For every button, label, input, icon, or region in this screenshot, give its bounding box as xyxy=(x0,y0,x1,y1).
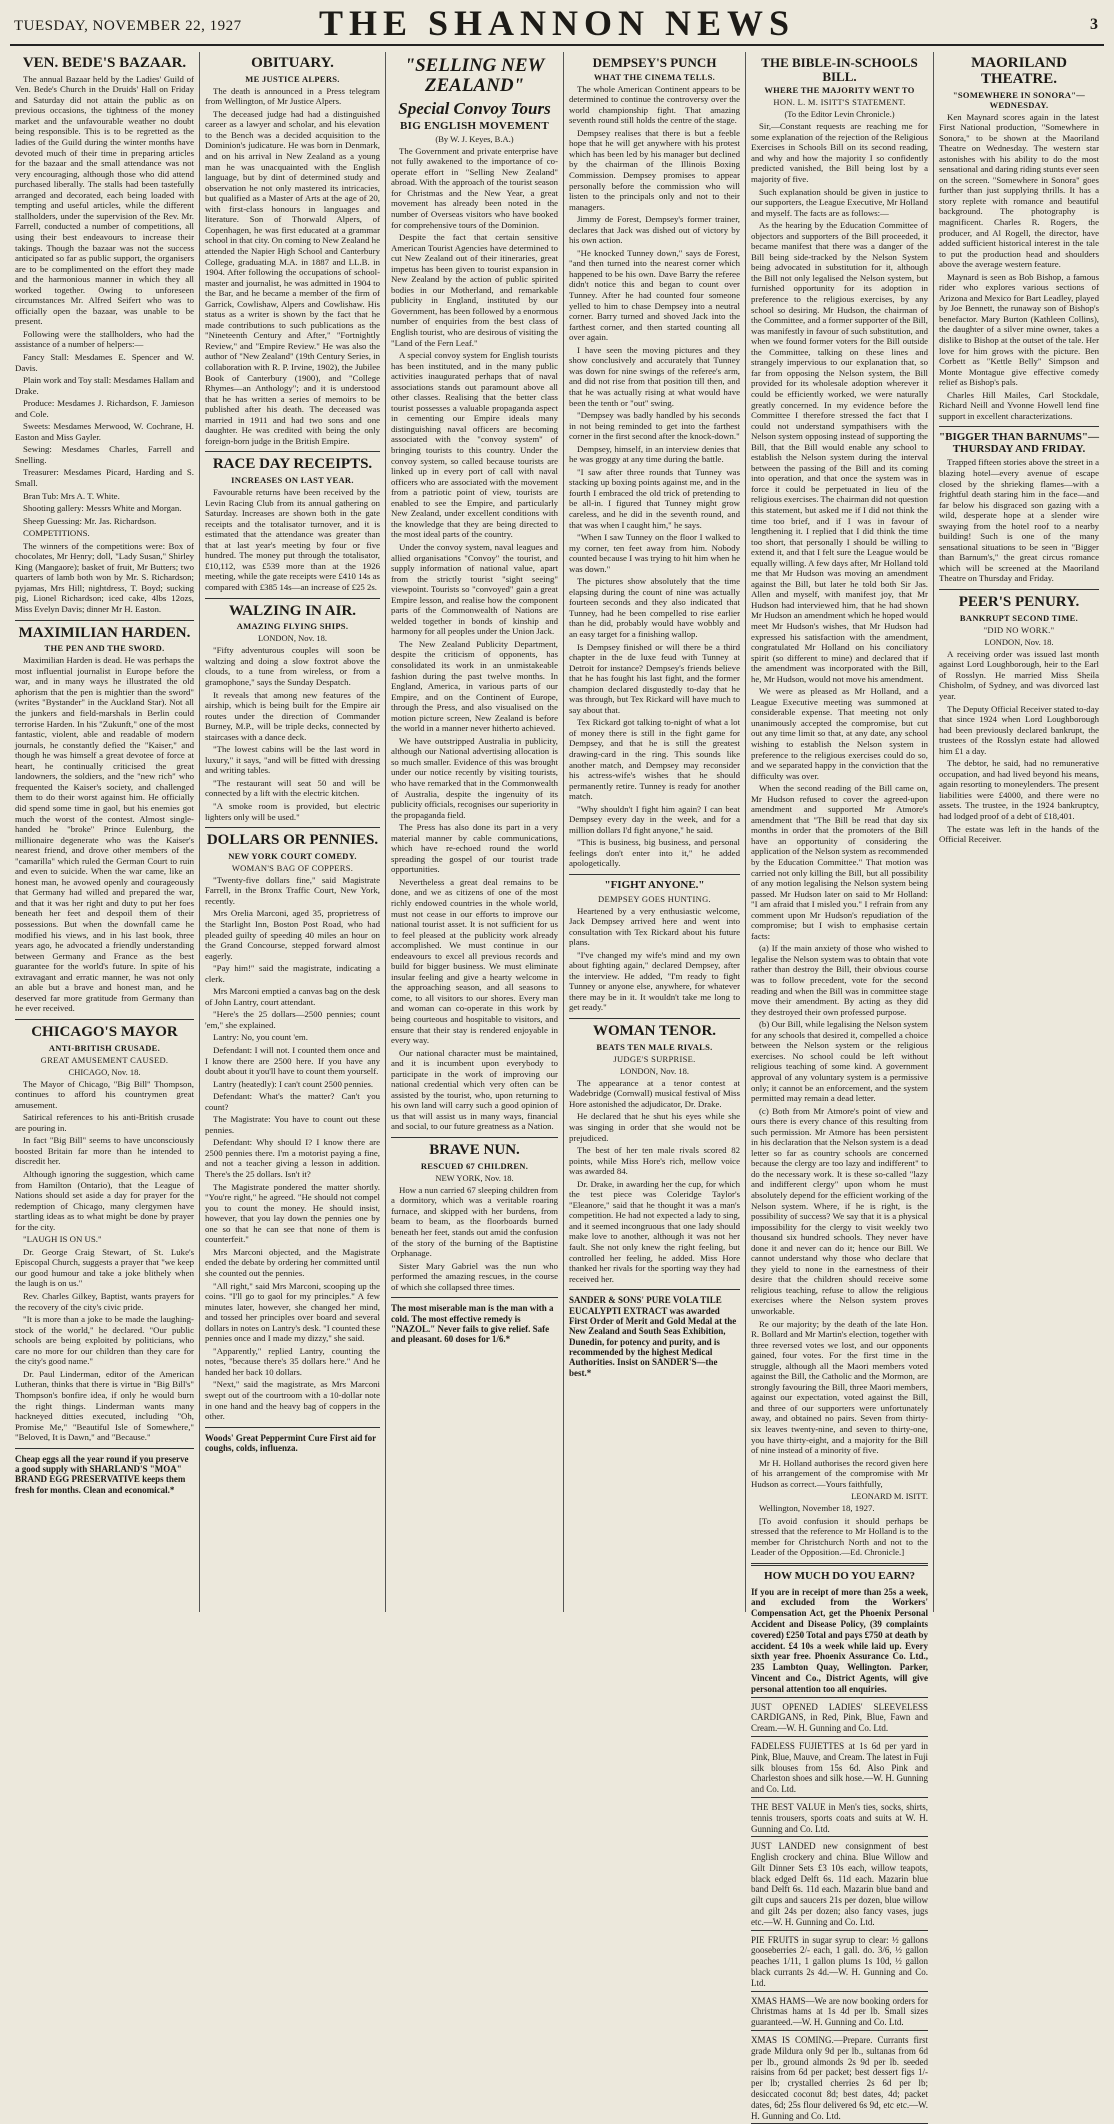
classified-ad: JUST OPENED LADIES' SLEEVELESS CARDIGANS, in Red, Pink, Blue, Fawn and Cream.—W. H. Gunning and Co. Ltd. xyxy=(751,1700,928,1737)
column-5 xyxy=(746,52,934,2121)
paragraph: In fact "Big Bill" seems to have unconsciously boosted Britain far more than he intended to discredit her. xyxy=(15,1135,194,1167)
paragraph: "Why shouldn't I fight him again? I can beat Dempsey every day in the week, and for a million dollars I'd fight anyone," he said. xyxy=(569,803,740,835)
subheadline: INCREASES ON LAST YEAR. xyxy=(231,475,354,486)
paragraph: Heartened by a very enthusiastic welcome, Jack Dempsey arrived here and went into consultation with Tex Rickard about his future plans. xyxy=(569,905,740,948)
paragraph: I have seen the moving pictures and they show conclusively and accurately that Tunney was down for nine swings of the referee's arm, and did not rise from that position till then, and that he was actually rising at what would have been the tenth or "out" swing. xyxy=(569,344,740,408)
headline: THE BIBLE-IN-SCHOOLS BILL. xyxy=(761,55,918,84)
paragraph: The winners of the competitions were: Box of chocolates, Mr Henry; doll, "Lady Susan," Shirley King (Mangaore); basket of fruit, Mr Butters; two quarters of lamb both won by Mr. S. Richardson; pyjamas, Mrs Hill; nightdress, T. Boyd; sucking pig, Lionel Richardson; iced cake, 4lbs 12ozs, Miss Evelyn Davis; dinner Mr H. Easton. xyxy=(15,540,194,614)
subheadline: "DID NO WORK." xyxy=(983,624,1055,635)
article-body xyxy=(205,487,380,592)
classified-ad: XMAS IS COMING.—Prepare. Currants first grade Mildura only 9d per lb., sultanas from 6d per lb., ground almonds 2s 9d per lb. seeded raisins from 6d per packet; best dessert figs 1/- per lb; crystalled cherries 2s 6d per lb; desiccated coconut 8d; best dates, 4d; packet dates, 6d; 25s flour delivered 6s 9d, etc etc.—W. H. Gunning and Co. Ltd. xyxy=(751,2033,928,2124)
paragraph: We were as pleased as Mr Holland, and a League Executive meeting was summoned at considerable expense. That meeting not only unanimously accepted the compromise, but cut out any time limit so that, at any date, any school wishing to establish the Nelson system in preference to the religious exercises could do so, and we separated happy in the conviction that the difficulty was over. xyxy=(751,686,928,781)
article-body xyxy=(15,1079,194,1443)
divider xyxy=(205,598,380,599)
paragraph: Charles Hill Mailes, Carl Stockdale, Richard Neill and Yvonne Howell lend fine support in excellent characterizations. xyxy=(939,389,1099,421)
paragraph: "This is business, big business, and personal feelings don't enter into it," he added apologetically. xyxy=(569,837,740,869)
article-body xyxy=(205,86,380,447)
paragraph: (a) If the main anxiety of those who wished to legalise the Nelson system was to obtain that vote rather than destroy the Bill, their obvious course was to follow precedent, vote for the second reading and when the Bill was in committee stage move their amendment. By acting as they did they destroyed their own professed purpose. xyxy=(751,943,928,1017)
paragraph: The New Zealand Publicity Department, despite the criticism of opponents, has consolidated its work in an unmistakeable fashion during the past twelve months. In England, America, in various parts of our Empire, and on the Continent of Europe, through the Press, and also visualised on the motion picture screen, New Zealand is before the world in a manner never hitherto achieved. xyxy=(391,638,558,734)
subheadline: ANTI-BRITISH CRUSADE. xyxy=(48,1042,161,1053)
subheadline: HON. L. M. ISITT'S STATEMENT. xyxy=(773,97,906,108)
column-6 xyxy=(934,52,1104,1612)
paragraph: Dr. George Craig Stewart, of St. Luke's Episcopal Church, suggests a prayer that "we keep our good humour and take a joke blithely when the laugh is on us." xyxy=(15,1246,194,1289)
subheadline: JUDGE'S SURPRISE. xyxy=(613,1053,696,1064)
paragraph: "A smoke room is provided, but electric lighters only will be used." xyxy=(205,800,380,822)
divider xyxy=(939,426,1099,427)
subheadline: BANKRUPT SECOND TIME. xyxy=(959,612,1079,623)
headline: RACE DAY RECEIPTS. xyxy=(212,456,373,473)
headline: VEN. BEDE'S BAZAAR. xyxy=(22,55,187,71)
paragraph: Mrs Marconi emptied a canvas bag on the desk of John Lantry, court attendant. xyxy=(205,986,380,1007)
paragraph: "When I saw Tunney on the floor I walked to my corner, ten feet away from him. Nobody counted because I was trying to hit him when he was down." xyxy=(569,532,740,574)
divider xyxy=(205,451,380,452)
paragraph: The estate was left in the hands of the Official Receiver. xyxy=(939,823,1099,845)
paragraph: Although ignoring the suggestion, which came from Hamilton (Ontario), that the League of Nations should set aside a day for prayer for the redemption of Chicago, many clergymen have startling ideas as to what might be done by prayer for the city. xyxy=(15,1169,194,1232)
paragraph: Sewing: Mesdames Charles, Farrell and Snelling. xyxy=(15,444,194,465)
paragraph: Sheep Guessing: Mr. Jas. Richardson. xyxy=(23,515,157,526)
headline: OBITUARY. xyxy=(251,55,334,71)
subheadline: WHERE THE MAJORITY WENT TO xyxy=(764,85,915,96)
classified-ads xyxy=(751,1700,928,2124)
paragraph: When the second reading of the Bill came on, Mr Hudson refused to cover the agreed-upon amendment and supported Mr Atmore's amendment that "The Bill be read that day six months in order that the promoters of the Bill have an opportunity of considering the application of the Nelson system as recommended by the Education Committee." That motion was carried not only killing the Bill, but all possibility of any motion legalising the Nelson system being passed. Mr Hudson later on said to Mr Holland: "I am afraid that I misled you." I refrain from any comment upon Mr Hudson's repudiation of the compromise; but I wish to emphasise certain facts: xyxy=(751,783,928,941)
subheadline: BEATS TEN MALE RIVALS. xyxy=(596,1041,713,1052)
advertisement: SANDER & SONS' PURE VOLA TILE EUCALYPTI EXTRACT was awarded First Order of Merit and Gold Medal at the New Zealand and South Seas Exhibition, Dunedin, for potency and purity, and is recommended by the highest Medical Authorities. Insist on SANDER'S—the best.* xyxy=(569,1295,737,1378)
paragraph: The deceased judge had had a distinguished career as a lawyer and scholar, and his elevation to the Bench was a decided acquisition to the Dominion's judicature. He was born in Denmark, and on his arrival in New Zealand as a young man he was unacquainted with the English language, but by dint of determined study and observation he not only mastered its intricacies, but qualified as a Master of Arts at the age of 20, with first-class honours in languages and literature. Son of Thorwald Alpers, of Copenhagen, he was first educated at a grammar school in that city. On coming to New Zealand he attended the Napier High School and Canterbury College, graduating M.A. in 1887 and LL.B. in 1904. After following the occupations of school-master and journalist, he was admitted in 1904 to the Bar, and he became a member of the firm of Garrick, Cowlishaw, Alpers and Cowlishaw. His status as a writer is shown by the fact that he made contributions to such publications as the "Nineteenth Century and After," "Fortnightly Review," and "Empire Review." He was also the author of "New Zealand" (19th Century Series, in collaboration with R. P. Irvine, 1902), the Jubilee Book of Canterbury (1900), and "College Rhymes—an Anthology"; and it is understood that he has written a series of memoirs to be published after his death. The deceased was married in 1911 and had two sons and one daughter. He was credited with being the only foreign-born judge in the British Empire. xyxy=(205,108,380,446)
paragraph: The debtor, he said, had no remunerative occupation, and had lived beyond his means, again resorting to moneylenders. The present liabilities were £4000, and there were no assets. The trustee, in the 1924 bankruptcy, had lodged proof of a debt of £18,401. xyxy=(939,758,1099,821)
paragraph: "Pay him!" said the magistrate, indicating a clerk. xyxy=(205,963,380,984)
subheadline: GREAT AMUSEMENT CAUSED. xyxy=(40,1054,169,1065)
paragraph: Is Dempsey finished or will there be a third chapter in the de luxe feud with Tunney at Detroit for instance? Dempsey's friends believe that he has fought his last fight, and the former champion declared disgustedly to-day that he was through, but Tex Rickard will have much to say about that. xyxy=(569,641,740,715)
headline: PEER'S PENURY. xyxy=(958,594,1080,611)
headline: MAORILAND THEATRE. xyxy=(971,55,1067,87)
page-number: 3 xyxy=(1090,16,1098,33)
subheadline: RESCUED 67 CHILDREN. xyxy=(420,1160,529,1171)
paragraph: Plain work and Toy stall: Mesdames Hallam and Drake. xyxy=(15,375,194,396)
paragraph: "Here's the 25 dollars—2500 pennies; count 'em," she explained. xyxy=(205,1009,380,1030)
paragraph: Dr. Paul Linderman, editor of the American Lutheran, thinks that there is virtue in "Big Bill's" Thompson's bonfire idea, if only he would burn the right things. Linderman wants many hackneyed ditties executed, including "Oh, Promise Me," "Beautiful Isle of Somewhere," "Beloved, It is Dawn," and "Because." xyxy=(15,1368,194,1443)
divider xyxy=(15,620,194,621)
subheadline: AMAZING FLYING SHIPS. xyxy=(236,621,349,632)
paragraph: A receiving order was issued last month against Lord Loughborough, heir to the Earl of Rosslyn. He married Miss Sheila Chisholm, of Sydney, and was divorced last year. xyxy=(939,648,1099,701)
headline: MAXIMILIAN HARDEN. xyxy=(18,624,191,641)
paragraph: The Press has also done its part in a very material manner by cable communications, which have re-echoed round the world spreading the gospel of our tourist trade opportunities. xyxy=(391,822,558,875)
article-body xyxy=(939,457,1099,584)
article-body xyxy=(939,649,1099,845)
headline: DEMPSEY'S PUNCH xyxy=(592,55,717,70)
subheadline: ME JUSTICE ALPERS. xyxy=(245,73,340,84)
paragraph: Such explanation should be given in justice to our supporters, the League Executive, Mr Holland and myself. The facts are as follows:— xyxy=(751,186,928,218)
columns xyxy=(10,52,1104,2121)
paragraph: Sweets: Mesdames Merwood, W. Cochrane, H. Easton and Miss Gayler. xyxy=(15,421,194,442)
paragraph: Maximilian Harden is dead. He was perhaps the most influential journalist in Europe before the war, and in many ways he illustrated the old aphorism that the pen is mightier than the sword" (writes "Bystander" in the Auckland Star). Not all the junkers and field-marshals in Berlin could terrorise Harden. In his "Zukunft," one of the most fantastic, violent, able and readable of modern journals, he constantly defied the "Kaiser," and though he was himself a great devotee of force at heart, he continually criticised the great landowners, the soldiers, and the "new rich" who frequented the Kaiser's society, and challenged them to do their worst against him. He officially did spend some time in gaol, but his enemies got much the worst of the contest. Almost single-handed he "broke" Prince Eulenburg, the millionaire degenerate who was the Kaiser's nearest friend, and drove other members of the "camarilla" which ruled the German Court to ruin and even to suicide. When the war came, like an honest man, he avowed openly and courageously that Germany had willed and prepared the war, and that it was her right and duty to put her foes beneath her feet and despoil them of their possessions. But when the downfall came he modified his views, and in his last book, three years ago, he advocated a friendly understanding between Germany and France as the best guarantee for the world's future. In spite of his extravagant and erratic manner, he was not only an able but a brave and honest man, and he deserved far more gratitude from Germany than he ever received. xyxy=(15,655,194,1014)
article-body xyxy=(391,146,558,1132)
paragraph: "I saw after three rounds that Tunney was stacking up boxing points against me, and in the fourth I embraced the old trick of pretending to be all-in. I figured that Tunney might grow careless, and he did in the seventh round, and that was when I caught him," he says. xyxy=(569,466,740,530)
classified-ad: PIE FRUITS in sugar syrup to clear: ½ gallons gooseberries 2/- each, 1 gall. do. 3/6, ½ gallon peaches 1/11, 1 gallon plums 1s 10d, ½ gallon black currants 2s 4d.—W. H. Gunning and Co. Ltd. xyxy=(751,1933,928,1992)
newspaper-title: THE SHANNON NEWS xyxy=(318,3,796,43)
advertisement: The most miserable man is the man with a cold. The most effective remedy is "NAZOL." Never fails to give relief. Safe and pleasant. 60 doses for 1/6.* xyxy=(391,1303,554,1345)
article-body xyxy=(205,875,380,1422)
headline: Special Convoy Tours xyxy=(398,98,551,118)
paragraph: The Deputy Official Receiver stated to-day that since 1924 when Lord Loughborough had been previously declared bankrupt, the trustees of the Rosslyn estate had allowed him £1 a day. xyxy=(939,703,1100,756)
paragraph: (c) Both from Mr Atmore's point of view and ours there is every chance of this resulting from such permission. Mr Atmore has been persistent in his declaration that the Nelson system is a dead letter so far as country schools are concerned because the clergy are too lazy and indifferent" to do the necessary work. It is these so-called "lazy and indifferent clergy" upon whom he must absolutely depend for the efficient working of the Nelson system. Where, if he is right, is the possibility of success? We say that it is a physical impossibility for the clergy to visit weekly two thousand six hundred schools. They never have done it and never can do it; hence our Bill. We cannot understand why those who declare that they yield to none in the earnestness of their desire that the children should receive some religious teaching, refuse to allow the religious exercises where the Nelson system proves unworkable. xyxy=(751,1105,928,1316)
column-3 xyxy=(386,52,564,1612)
editor-note: [To avoid confusion it should perhaps be stressed that the reference to Mr Holland is to the member for Christchurch North and not to the Leader of the Opposition.—Ed. Chronicle.] xyxy=(751,1515,928,1558)
paragraph: The best of her ten male rivals scored 82 points, while Miss Hore's rich, mellow voice was awarded 84. xyxy=(569,1145,740,1177)
divider xyxy=(391,1297,558,1298)
classified-ad: FADELESS FUJIETTES at 1s 6d per yard in Pink, Blue, Mauve, and Cream. The latest in Fuji silk blouses from 15s 6d. Also Pink and Charleston shoes and silk hose.—W. H. Gunning and Co. Ltd. xyxy=(751,1739,928,1798)
paragraph: COMPETITIONS. xyxy=(23,528,90,539)
headline: "BIGGER THAN BARNUMS"— THURSDAY AND FRIDAY. xyxy=(939,431,1099,455)
classified-ad: THE BEST VALUE in Men's ties, socks, shirts, tennis trousers, sports coats and suits at W. H. Gunning and Co. Ltd. xyxy=(751,1800,928,1837)
article-body xyxy=(205,645,380,822)
divider xyxy=(569,874,740,875)
paragraph: "Twenty-five dollars fine," said Magistrate Farrell, in the Bronx Traffic Court, New York, recently. xyxy=(205,874,380,906)
paragraph: Mrs Orelia Marconi, aged 35, proprietress of the Starlight Inn, Boston Post Road, who had pleaded guilty of speeding 40 miles an hour on the Grand Concourse, stepped forward almost eagerly. xyxy=(205,908,380,961)
dateline: NEW YORK, Nov. 18. xyxy=(435,1172,514,1183)
paragraph: "The lowest cabins will be the last word in luxury," it says, "and will be fitted with dressing and writing tables. xyxy=(205,744,380,776)
subheadline: (To the Editor Levin Chronicle.) xyxy=(784,109,895,120)
masthead xyxy=(10,0,1104,46)
paragraph: Fancy Stall: Mesdames E. Spencer and W. Davis. xyxy=(15,351,194,373)
subheadline: DEMPSEY GOES HUNTING. xyxy=(598,893,711,904)
column-4 xyxy=(564,52,746,1612)
article-body xyxy=(15,74,194,615)
paragraph: Despite the fact that certain sensitive American Tourist Agencies have determined to cut New Zealand out of their itineraries, great impetus has been given to tourist expansion in New Zealand by the action of public spirited bodies in our Motherland, and remarkable publicity in England, instituted by our Government, has been followed by a enormous number of enquiries from the best class of English tourist, who are desirous of visiting the "Land of the Fern Leaf." xyxy=(391,232,558,348)
paragraph: "He knocked Tunney down," says de Forest, "and then turned into the nearest corner which happened to be his own. Dave Barry the referee didn't notice this and began to count over Tunney. After he had counted four someone yelled to him to chase Dempsey into a neutral corner. Barry turned and shoved Jack into the farthest corner, and then started counting all over again. xyxy=(569,247,740,343)
paragraph: The appearance at a tenor contest at Wadebridge (Cornwall) musical festival of Miss Hore astonished the adjudicator, Dr. Drake. xyxy=(569,1077,740,1109)
paragraph: Tex Rickard got talking to-night of what a lot of money there is still in the fight game for Dempsey, and that he is still the greatest drawing-card in the ring. This sounds like another match, and Dempsey may reconsider his actress-wife's wishes that he should permanently retire. Tunney is ready for another match. xyxy=(569,717,740,802)
column-1 xyxy=(10,52,200,1612)
divider xyxy=(569,1018,740,1019)
paragraph: "Dempsey was badly handled by his seconds in not being reminded to get into the farthest corner in the first second after the knock-down." xyxy=(569,410,740,442)
paragraph: A special convoy system for English tourists has been instituted, and in the many public activities inaugurated perhaps that of naval associations stands out paramount above all other classes. Realising that the better class tourist possesses a valuable propaganda aspect in cementing our Empire ideals many distinguishing naval officers are becoming associated with the "convoy system" of bringing tourists to this country. Under the convoy system, so called because tourists are linked up in every port of call with naval officers who are associated with the movement from a patriotic point of view, tourists are enabled to see the Empire, and particularly New Zealand, under excellent conditions with the knowledge that they are being directed to the most ideal parts of the country. xyxy=(391,350,558,540)
paragraph: Mrs Marconi objected, and the Magistrate ended the debate by ordering her committed until she counted out the pennies. xyxy=(205,1246,380,1278)
headline: "SELLING NEW ZEALAND" xyxy=(404,55,545,96)
paragraph: Nevertheless a great deal remains to be done, and we as citizens of one of the most richly endowed countries in the whole world, must not cease in our efforts to improve our national tourist asset. It is not sufficient for us to feel pleased at the publicity work already accomplished. We must continue in our endeavours to excel all previous records and build for bigger business. We must eliminate insular feeling and give a hearty welcome in the approaching season, and all seasons to come, to all visitors to our shores. Every man and woman can co-operate in this work by being courteous and hospitable to visitors, and ensure that their stay is rendered enjoyable in every way. xyxy=(391,876,558,1046)
paragraph: Trapped fifteen stories above the street in a blazing hotel—every avenue of escape closed by the shrieking flames—with a frightful death staring him in the face—and far below his disgraced son gazing with a wild, desperate hope at a slender wire swaying from the hotel roof to a nearby building! Such is one of the many sensational situations to be seen in "Bigger than Barnum's," the great circus romance which will be screened at the Maoriland Theatre on Thursday and Friday. xyxy=(939,457,1099,584)
article-body xyxy=(391,1185,558,1292)
paragraph: Re our majority; by the death of the late Hon. R. Bollard and Mr Martin's election, together with three reversed votes we lost, and our opponents gained, four votes. For the first time in the struggle, although all the Maori members voted against the Bill, the Catholic and the Mormon, are strongly favouring the Bill, three Maori members, against our expectation, voted against the Bill, and three of our supporters were unfortunately away, and obtained no pairs. Seven from thirty-six leaves twenty-nine, and seven to thirty-one, you have thirty-eight, and a majority for the Bill of nine instead of a minority of five. xyxy=(751,1318,928,1456)
headline: WALZING IN AIR. xyxy=(228,602,357,619)
advertisement: If you are in receipt of more than 25s a week, and excluded from the Workers' Compensation Act, get the Phoenix Personal Accident and Disease Policy, (39 complaints covered) £250 Total and pays £750 at death by accident. £4 10s a week while laid up. Every sixth year free. Phoenix Assurance Co. Ltd., 235 Lambton Quay, Wellington. Parker, Vincent and Co., District Agents, will give personal attention too all enquiries. xyxy=(751,1585,928,1698)
article-body xyxy=(751,121,928,1489)
headline: "FIGHT ANYONE." xyxy=(604,879,705,892)
classified-ad: XMAS HAMS—We are now booking orders for Christmas hams at 1s 4d per lb. Small sizes guaranteed.—W. H. Gunning and Co. Ltd. xyxy=(751,1994,928,2031)
paragraph: "Apparently," replied Lantry, counting the notes, "because there's 35 dollars here." And he handed her back 10 dollars. xyxy=(205,1345,380,1377)
paragraph: "All right," said Mrs Marconi, scooping up the coins. "I'll go to gaol for my principles." A few minutes later, however, she changed her mind, and tossed her principles over board and several dollars in notes on Lantry's desk. "I counted these pennies once and I made my dizzy," she said. xyxy=(205,1280,380,1344)
subheadline: THE PEN AND THE SWORD. xyxy=(44,643,165,654)
paragraph: Ken Maynard scores again in the latest First National production, "Somewhere in Sonora," to be shown at the Maoriland Theatre on Wednesday. The western star astonishes with his ability to do the most sensational and daring riding stunts ever seen on the screen. "Somewhere in Sonora" goes further than just supplying thrills. It has a story replete with romance and beautiful background. The photography is magnificent. Charles R. Rogers, the producer, and Al Rogell, the director, have added sufficient historical interest in the tale to put the production head and shoulders above the average western feature. xyxy=(939,111,1099,270)
divider xyxy=(15,1448,194,1449)
paragraph: The Magistrate: You have to count out these pennies. xyxy=(205,1114,380,1135)
paragraph: Defendant: What's the matter? Can't you count? xyxy=(205,1091,380,1112)
paragraph: We have outstripped Australia in publicity, although our National advertising allocation is so much smaller. Evidence of this was brought under our notice recently by visiting tourists, who have remarked that in the Commonwealth of Australia, despite the ingenuity of its publicity officials, recognises our superiority in the propaganda field. xyxy=(391,735,558,820)
dateline: LONDON, Nov. 18. xyxy=(619,1065,690,1076)
paragraph: Under the convoy system, naval leagues and allied organisations "Convoy" the tourist, and supply information of national value, apart from the strictly tourist "sight seeing" viewpoint. Tourists so "convoyed" gain a great Empire lesson, and realise how the component parts of the Commonwealth of Nations are welded together in bonds of kinship and harmony for all peoples under the Union Jack. xyxy=(391,541,558,637)
paragraph: The pictures show absolutely that the time elapsing during the count of nine was actually fourteen seconds and they also indicated that Tunney, had he been compelled to rise earlier than he did, probably would have wobbly and an easy target for a finishing wallop. xyxy=(569,576,740,639)
paragraph: "The restaurant will seat 50 and will be connected by a lift with the electric kitchen. xyxy=(205,777,380,799)
paragraph: Following were the stallholders, who had the assistance of a number of helpers:— xyxy=(15,328,194,350)
issue-date: TUESDAY, NOVEMBER 22, 1927 xyxy=(14,18,242,34)
paragraph: Bran Tub: Mrs A. T. White. xyxy=(23,490,120,501)
paragraph: Dempsey realises that there is but a feeble hope that he will get anywhere with his protest which has been led by his manager but declined by the chairman of the Illinois Boxing Commission. Dempsey promises to appear personally before the commission who will listen to the principals only and not to their managers. xyxy=(569,127,740,212)
paragraph: He declared that he shut his eyes while she was singing in order that she would not be prejudiced. xyxy=(569,1111,740,1143)
divider xyxy=(569,1289,740,1290)
signature: LEONARD M. ISITT. xyxy=(851,1491,928,1502)
paragraph: Rev. Charles Gilkey, Baptist, wants prayers for the recovery of the city's civic pride. xyxy=(15,1291,194,1312)
paragraph: "I've changed my wife's mind and my own about fighting again," declared Dempsey, after the interview. He added, "I'm ready to fight Tunney or anyone else, anywhere, for whatever there may be in it. It wouldn't take me long to get ready." xyxy=(569,949,740,1013)
column-2 xyxy=(200,52,386,1612)
dateline: CHICAGO, Nov. 18. xyxy=(68,1066,141,1077)
paragraph: The annual Bazaar held by the Ladies' Guild of Ven. Bede's Church in the Druids' Hall on Friday and Saturday did not attain the public as on previous occasions, the tightness of the money market and the unfavourable weather no doubt being responsible. This is to be regretted as the ladies of the Guild during the winter months have devoted much of their time in preparing articles for the bazaar and the small attendance was not very encouraging, although those who did attend purchased liberally. The stalls had been tastefully arranged and decorated, each being loaded with tempting and useful articles, while the different stallholders, under the supervision of the Rev. Mr. Farrell, conducted a number of competitions, all using their best endeavours to increase their takings. Though the bazaar was not the success anticipated so far as public support, the organisers are to be complimented on the effort they made and the harmonious manner in which they all worked together. Owing to unforeseen circumstances Mr. Alfred Seifert who was to officially open the bazaar, was unable to be present. xyxy=(15,73,194,327)
divider xyxy=(205,827,380,828)
divider xyxy=(391,1137,558,1138)
paragraph: How a nun carried 67 sleeping children from a dormitory, which was a veritable roaring furnace, and skipped with her burdens, from beam to beam, as the floorboards burned beneath her feet, stands out amid the confusion of the story of the burning of the Baptistine Orphanage. xyxy=(391,1184,558,1259)
paragraph: Shooting gallery: Messrs White and Morgan. xyxy=(23,503,182,514)
paragraph: Dr. Drake, in awarding her the cup, for which the test piece was Coleridge Taylor's "Eleanore," said that he thought it was a man's competition. He had not expected a lady to sing, and it seemed incongruous that one lady should make love to another, although it was not her fault. She not only knew the right feeling, but controlled her feeling, he added. Miss Hore thanked her rivals for the sporting way they had received her. xyxy=(569,1178,740,1284)
divider xyxy=(751,1563,928,1566)
paragraph: The Magistrate pondered the matter shortly. "You're right," he agreed. "He should not compel you to count the money. He should insist, however, that you lay down the pennies one by one so that he can see that none of them is counterfeit." xyxy=(205,1181,380,1245)
paragraph: Sir,—Constant requests are reaching me for some explanation of the rejection of the Religious Exercises in Schools Bill on its second reading, and why and how the majority I so confidently predicted vanished, the Bill being lost by a majority of five. xyxy=(751,121,928,185)
dateline: LONDON, Nov. 18. xyxy=(984,636,1054,647)
subheadline: NEW YORK COURT COMEDY. xyxy=(228,850,357,861)
paragraph: Sister Mary Gabriel was the nun who performed the amazing rescues, in the course of which she collapsed three times. xyxy=(391,1260,558,1292)
paragraph: "Next," said the magistrate, as Mrs Marconi swept out of the courtroom with a 10-dollar note in one hand and the heavy bag of coppers in the other. xyxy=(205,1379,380,1422)
article-body xyxy=(569,84,740,869)
byline: (By W. J. Keyes, B.A.) xyxy=(435,133,514,144)
subheadline: BIG ENGLISH MOVEMENT xyxy=(399,119,550,132)
paragraph: Maynard is seen as Bob Bishop, a famous rider who explores various sections of Arizona and Mexico for Bart Leadley, played by Joe Bennett, the runaway son of Bishop's benefactor. Mary Burton (Kathleen Collins), the daughter of a silver mine owner, takes a dislike to Bishop at the outset of the tale. Her love for him grows with the picture. Ben Corbett as "Kettle Belly" Simpson and Monte Montague give effective comedy relief as Bishop's pals. xyxy=(939,271,1099,388)
subheadline: WHAT THE CINEMA TELLS. xyxy=(593,71,716,82)
paragraph: Jimmy de Forest, Dempsey's former trainer, declares that Jack was dished out of victory by his own action. xyxy=(569,214,740,246)
headline: CHICAGO'S MAYOR xyxy=(31,1023,178,1040)
paragraph: As the hearing by the Education Committee of objectors and supporters of the Bill proceeded, it became manifest that there was a danger of the Bill being side-tracked by the Nelson System being advocated in substitution for it, although the Bill not only legalised the Nelson system, but furnished opportunity for its adoption in preference to the religious exercises, by any school so desiring. Mr Hudson, the chairman of the Committee, and a former supporter of the Bill, was manifestly in favour of such substitution, and when we found former voters for the Bill outside the Committee, talking on these lines and strangely impervious to our explanation that, so far from opposing the Nelson system, the Bill provided for its wholesale adoption wherever it could be efficiently worked, we were naturally greatly concerned. In my evidence before the Committee I therefore stressed the fact that I could not understand sympathisers with the Nelson system opposing instead of supporting the Bill, that the Bill would enable any school to establish the Nelson system during the interval between the passing of the Bill and its coming into operation, and that once the system was in force it could be perpetuated in lieu of the religious exercises. The chairman did not question this statement, but asked me if I did not think the time too brief, and if I was in favour of lengthening it. I replied that I did think the time too short, that personally I should be willing to extend it, and that I felt sure the League would be equally willing. A few days after, Mr Holland told me that Mr Hudson was moving an amendment against the Bill, but later he told both Sir Jas. Allen and myself, with manifest joy, that Mr Hudson had interviewed him, that he had shown Mr Hudson an amendment which he hoped would meet Mr Hudson's wishes, that Mr Hudson had expressed his satisfaction with the amendment, congratulated Mr Holland on his conciliatory spirit (so different to mine) and declared that if the amendment was incorporated with the Bill, he, Mr Hudson, would not move his amendment. xyxy=(751,220,928,684)
divider xyxy=(205,1427,380,1428)
paragraph: The Government and private enterprise have not fully awakened to the importance of co-operate effort in "Selling New Zealand" abroad. With the approach of the tourist season for Christmas and the New Year, a great movement has already been noted in the number of Overseas visitors who have booked for comprehensive tours of the Dominion. xyxy=(391,145,558,230)
paragraph: Treasurer: Mesdames Picard, Harding and S. Small. xyxy=(15,467,194,488)
advertisement: Woods' Great Peppermint Cure First aid for coughs, colds, influenza. xyxy=(205,1432,376,1453)
paragraph: The death is announced in a Press telegram from Wellington, of Mr Justice Alpers. xyxy=(205,85,380,107)
article-body xyxy=(15,655,194,1014)
headline: HOW MUCH DO YOU EARN? xyxy=(764,1570,915,1583)
article-body xyxy=(939,112,1099,422)
dateline: LONDON, Nov. 18. xyxy=(257,633,328,644)
divider xyxy=(939,589,1099,590)
paragraph: Favourable returns have been received by the Levin Racing Club from its annual gathering on Saturday. Increases are shown both in the gate receipts and the totalisator turnover, and it is estimated that the attendance was greater than that at last year's meeting by four or five hundred. The money put through the totalisator, £10,112, was £539 more than at the 1926 meeting, while the gate receipts were £410 14s as compared with £385 14s—an increase of £25 2s. xyxy=(205,487,380,593)
paragraph: "Fifty adventurous couples will soon be waltzing and doing a slow foxtrot above the clouds, to a tune from wireless, or from a gramophone," says the Sunday Despatch. xyxy=(205,645,380,687)
paragraph: (b) Our Bill, while legalising the Nelson system for any schools that desired it, compelled a choice between the Nelson system or the religious exercises. No school could be left without religious teaching of some kind. A government approval of any voluntary system is a permissive only; it cannot be an enforcement, and the system permitted may remain a dead letter. xyxy=(751,1019,928,1104)
paragraph: "LAUGH IS ON US." xyxy=(23,1234,102,1245)
subheadline: "SOMEWHERE IN SONORA"— WEDNESDAY. xyxy=(952,89,1086,110)
paragraph: The Mayor of Chicago, "Big Bill" Thompson, continues to afford his countrymen great amusement. xyxy=(15,1078,194,1110)
paragraph: Dempsey, himself, in an interview denies that he was groggy at any time during the battle. xyxy=(569,443,740,465)
headline: BRAVE NUN. xyxy=(429,1142,520,1159)
paragraph: The whole American Continent appears to be determined to continue the controversy over the world championship fight. That amazing seventh round still holds the centre of the stage. xyxy=(569,83,740,126)
classified-ad: JUST LANDED new consignment of best English crockery and china. Blue Willow and Gilt Dinner Sets £3 10s each, willow teapots, black edged Delft 6s. 11d each. Mazarin blue band Delft 6s. 11d each. Mazarin blue band and gilt cups and saucers 21s per dozen, blue willow and gilt 24s per dozen; also fancy vases, jugs etc.—W. H. Gunning and Co. Ltd. xyxy=(751,1839,928,1930)
advertisement: Cheap eggs all the year round if you preserve a good supply with SHARLAND'S "MOA" BRAND EGG PRESERVATIVE keeps them fresh for months. Clean and economical.* xyxy=(15,1453,189,1495)
headline: WOMAN TENOR. xyxy=(592,1023,717,1040)
headline: DOLLARS OR PENNIES. xyxy=(206,832,379,849)
paragraph: "It is more than a joke to be made the laughing-stock of the world," he declared. "Our public schools are being exploited by politicians, who care no more for our children than they care for the city's good name." xyxy=(15,1314,194,1367)
article-body xyxy=(569,906,740,1013)
paragraph: Defendant: Why should I? I know there are 2500 pennies there. I'm a motorist paying a fine, and not a teacher giving a lesson in addition. There's the 25 dollars. Isn't it? xyxy=(205,1137,380,1180)
paragraph: Our national character must be maintained, and it is incumbent upon everybody to participate in the work of improving our national credential which very often can be assisted by the tourist, who, upon returning to his own land will carry such a good opinion of us that will assist us in many ways, financial and social, to our future greatness as a Nation. xyxy=(391,1047,558,1132)
paragraph: Mr H. Holland authorises the record given here of his arrangement of the compromise with Mr Hudson as correct.—Yours faithfully, xyxy=(751,1457,928,1489)
paragraph: Lantry: No, you count 'em. xyxy=(213,1032,308,1043)
paragraph: Satirical references to his anti-British crusade are pouring in. xyxy=(15,1112,194,1133)
subheadline: WOMAN'S BAG OF COPPERS. xyxy=(231,862,354,873)
paragraph: Lantry (heatedly): I can't count 2500 pennies. xyxy=(213,1078,374,1089)
signature-date: Wellington, November 18, 1927. xyxy=(759,1503,875,1514)
paragraph: Defendant: I will not. I counted them once and I know there are 2500 here. If you have any doubt about it you'll have to count them yourself. xyxy=(205,1045,380,1077)
article-body xyxy=(569,1078,740,1284)
divider xyxy=(15,1019,194,1020)
paragraph: It reveals that among new features of the airship, which is being built for the Empire air routes under the direction of Commander Burney, M.P., will be triple decks, connected by staircases with a dance deck. xyxy=(205,689,380,742)
paragraph: Produce: Mesdames J. Richardson, F. Jamieson and Cole. xyxy=(15,398,194,419)
